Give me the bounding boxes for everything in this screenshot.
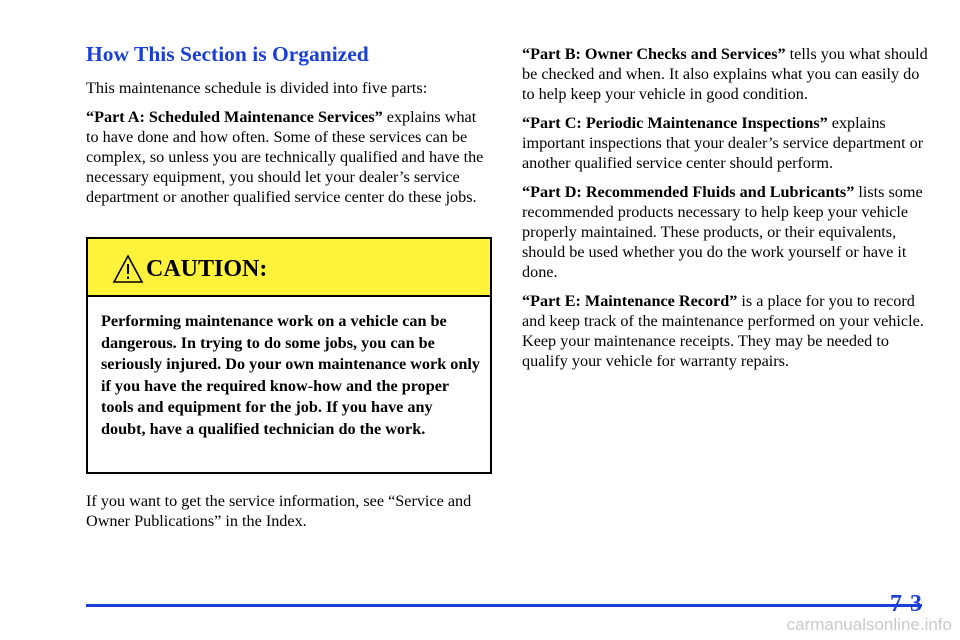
- watermark: carmanualsonline.info: [786, 615, 952, 634]
- caution-box: [86, 237, 492, 474]
- caution-header: [88, 239, 490, 297]
- left-column: [86, 40, 492, 216]
- part-a-text: explains what to have done and how often. Some of these services can be complex, so unless you are technically qualified and have the necessary equipment, you should let your dealer’s service department or another qualified service center do these jobs.: [86, 108, 484, 206]
- part-c-paragraph: [522, 113, 932, 173]
- part-d-paragraph: [522, 182, 932, 282]
- right-column: [522, 44, 932, 380]
- part-d-text: lists some recommended products necessary to help keep your vehicle properly maintained. These products, or their equivalents, should be used whether you do the work yourself or have it done.: [522, 183, 923, 281]
- part-e-text: is a place for you to record and keep track of the maintenance performed on your vehicle. Keep your maintenance receipts. They may be needed to qualify your vehicle for warranty repairs.: [522, 292, 924, 370]
- part-a-paragraph: [86, 107, 492, 207]
- page-number: 7-3: [890, 591, 922, 617]
- caution-body: Performing maintenance work on a vehicle can be dangerous. In trying to do some jobs, you can be seriously injured. Do your own maintenance work only if you have the required know-how and the proper tools and equipment for the job. If you have any doubt, have a qualified technician do the work.: [101, 312, 480, 438]
- footer-rule: [86, 604, 922, 607]
- caution-title: CAUTION:: [146, 256, 268, 282]
- part-e-paragraph: [522, 291, 932, 371]
- part-c-heading: “Part C: Periodic Maintenance Inspections”: [522, 114, 828, 132]
- part-b-paragraph: [522, 44, 932, 104]
- warning-triangle-icon: [112, 254, 144, 284]
- part-e-heading: “Part E: Maintenance Record”: [522, 292, 738, 310]
- section-intro: This maintenance schedule is divided into five parts:: [86, 79, 428, 97]
- section-title: How This Section is Organized: [86, 42, 369, 66]
- part-d-heading: “Part D: Recommended Fluids and Lubricants”: [522, 183, 855, 201]
- part-c-text: explains important inspections that your dealer’s service department or another qualified service center should perform.: [522, 114, 924, 172]
- part-b-heading: “Part B: Owner Checks and Services”: [522, 45, 786, 63]
- service-info-paragraph: If you want to get the service information, see “Service and Owner Publications” in the Index.: [86, 492, 472, 530]
- part-a-heading: “Part A: Scheduled Maintenance Services”: [86, 108, 383, 126]
- part-b-text: tells you what should be checked and when. It also explains what you can easily do to help keep your vehicle in good condition.: [522, 45, 928, 103]
